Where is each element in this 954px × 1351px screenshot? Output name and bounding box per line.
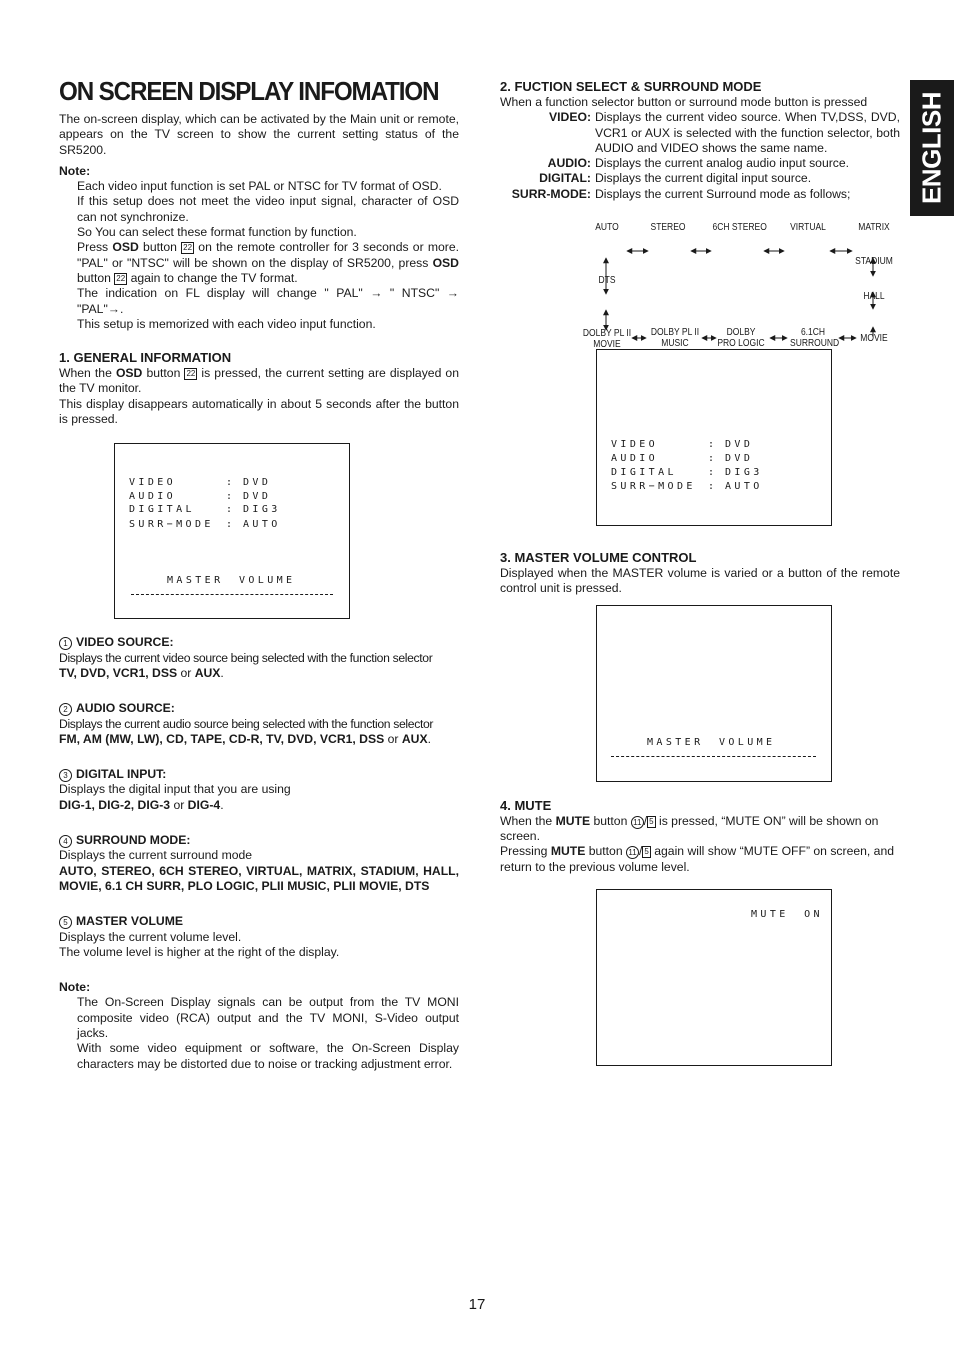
item-title: SURROUND MODE: xyxy=(76,833,191,848)
osd-label: DIGITAL xyxy=(611,467,677,479)
button-number: 22 xyxy=(116,273,126,283)
surround-mode-diagram xyxy=(500,202,900,337)
master-text: Displayed when the MASTER volume is varied or a button of the remote control unit is pressed. xyxy=(500,566,900,596)
mode-virtual: VIRTUAL xyxy=(790,222,826,233)
item-text: Displays the digital input that you are using xyxy=(59,782,291,797)
mode-line: DOLBY PL II xyxy=(582,328,632,339)
def-desc: Displays the current video source. When TV,DSS, DVD, VCR1 or AUX is selected with the function selector, both AUDIO and VIDEO shows the same name. xyxy=(595,110,900,155)
mode-line: DOLBY xyxy=(726,327,756,338)
master-section xyxy=(500,550,900,597)
def-term: SURR-MODE: xyxy=(511,186,591,201)
osd-key: OSD xyxy=(115,366,143,381)
note-line: The On-Screen Display signals can be output from the TV MONI composite video (RCA) output and the TV MONI, S-Video output jacks. xyxy=(77,995,459,1040)
osd-label: SURR−MODE xyxy=(129,519,214,531)
osd-screen-function xyxy=(596,349,832,526)
osd-label: AUDIO xyxy=(129,491,177,503)
item-values xyxy=(59,798,459,813)
note-line: The indication on FL display will change " PAL" → " NTSC" → "PAL"→. xyxy=(77,286,459,316)
note-line: If this setup does not meet the video input signal, character of OSD can not synchronize. xyxy=(77,194,459,224)
mute-text xyxy=(500,844,900,875)
general-section xyxy=(59,350,459,427)
item-heading xyxy=(59,635,459,650)
button-number: 22 xyxy=(183,243,193,253)
item-text: Displays the current video source being selected with the function selector xyxy=(59,650,433,665)
mode-line: DOLBY PL II xyxy=(650,327,700,338)
osd-master-volume: MASTER VOLUME xyxy=(647,736,776,748)
osd-value: DVD xyxy=(725,453,754,465)
bold-values: FM, AM (MW, LW), CD, TAPE, CD-R, TV, DVD, VCR1, DSS xyxy=(59,731,385,746)
text: button xyxy=(77,270,115,285)
text: or xyxy=(170,797,188,812)
osd-screen-mute xyxy=(596,889,832,1066)
mode-stadium: STADIUM xyxy=(855,256,893,267)
text: . xyxy=(220,797,224,812)
mode-pro-logic xyxy=(716,327,765,349)
text: When the xyxy=(59,366,116,381)
mute-section xyxy=(500,798,900,875)
osd-value: AUTO xyxy=(243,519,281,531)
bold-values: DIG-4 xyxy=(187,797,221,812)
def-desc: Displays the current Surround mode as follows; xyxy=(595,186,851,201)
item-text: Displays the current surround mode xyxy=(59,848,253,863)
item-text: Displays the current volume level. xyxy=(59,929,242,944)
section-heading: 2. FUCTION SELECT & SURROUND MODE xyxy=(500,79,762,94)
osd-sep: : xyxy=(226,519,236,531)
item-number: 5 xyxy=(59,916,72,929)
mode-dts: DTS xyxy=(598,275,616,286)
left-column xyxy=(59,76,459,1072)
note-line xyxy=(77,240,459,286)
item-number: 4 xyxy=(59,835,72,848)
def-term: VIDEO: xyxy=(549,110,591,125)
def-term: DIGITAL: xyxy=(539,171,591,186)
def-desc: Displays the current analog audio input source. xyxy=(595,156,850,171)
text: When the xyxy=(500,813,556,828)
osd-value: DIG3 xyxy=(243,504,281,516)
mode-pl2-movie xyxy=(582,328,631,350)
text: button xyxy=(585,844,627,859)
language-tab xyxy=(910,80,954,216)
text: / xyxy=(639,844,643,859)
osd-screen-master xyxy=(596,605,832,782)
text: is pressed, the current setting are displayed on the TV monitor. xyxy=(59,366,459,396)
note-line: Each video input function is set PAL or NTSC for TV format of OSD. xyxy=(77,179,442,194)
osd-label: SURR−MODE xyxy=(611,481,696,493)
mode-line: 6.1CH xyxy=(800,327,826,338)
page-title: ON SCREEN DISPLAY INFOMATION xyxy=(59,76,439,106)
def-term: AUDIO: xyxy=(547,156,591,171)
mode-auto: AUTO xyxy=(595,222,619,233)
osd-sep: : xyxy=(708,467,718,479)
mode-line: MOVIE xyxy=(593,339,621,350)
text: button xyxy=(142,366,185,381)
text: is pressed, “MUTE ON” will be shown on screen. xyxy=(500,813,879,843)
item-heading xyxy=(59,914,459,929)
item-text: The volume level is higher at the right of the display. xyxy=(59,944,340,959)
section-heading: 4. MUTE xyxy=(500,797,552,813)
note-line: With some video equipment or software, the On-Screen Display characters may be distorted due to noise or tracking adjustment error. xyxy=(77,1041,459,1071)
mode-hall: HALL xyxy=(863,291,885,302)
language-tab-label: ENGLISH xyxy=(916,91,947,205)
text: or xyxy=(384,731,402,746)
item-source-audio xyxy=(59,701,459,747)
note-body xyxy=(59,995,459,1071)
item-values xyxy=(59,666,459,681)
item-number: 1 xyxy=(59,637,72,650)
note-line: So You can select these format function by function. xyxy=(77,225,357,240)
bold-values: TV, DVD, VCR1, DSS xyxy=(59,665,178,680)
item-text: Displays the current audio source being selected with the function selector xyxy=(59,716,434,731)
mode-line: SURROUND xyxy=(790,338,840,349)
general-text xyxy=(59,366,459,397)
bold-values: AUX xyxy=(401,731,428,746)
text: or xyxy=(177,665,195,680)
page-number: 17 xyxy=(468,1296,486,1313)
text: again to change the TV format. xyxy=(127,270,298,285)
section-heading: 3. MASTER VOLUME CONTROL xyxy=(500,550,697,566)
osd-mute-on: MUTE ON xyxy=(751,908,823,920)
item-values xyxy=(59,732,459,747)
mode-matrix: MATRIX xyxy=(858,222,890,233)
osd-label: DIGITAL xyxy=(129,504,195,516)
button-number: 11 xyxy=(631,816,644,829)
mode-movie: MOVIE xyxy=(860,333,888,344)
osd-sep: : xyxy=(708,453,718,465)
mode-stereo: STEREO xyxy=(650,222,686,233)
item-digital-input xyxy=(59,767,459,813)
mode-61ch-surround xyxy=(790,327,840,349)
item-title: DIGITAL INPUT: xyxy=(76,767,167,782)
text: button xyxy=(138,240,182,255)
section-heading: 1. GENERAL INFORMATION xyxy=(59,350,232,366)
text: again will show “MUTE OFF” on screen, and return to the previous volume level. xyxy=(500,844,895,874)
osd-key: OSD xyxy=(432,255,459,270)
osd-label: VIDEO xyxy=(129,477,177,489)
text: on the remote controller for 3 seconds or more. "PAL" or "NTSC" will be shown on the display of SR5200, press xyxy=(77,240,459,270)
osd-label: VIDEO xyxy=(611,439,659,451)
item-values: AUTO, STEREO, 6CH STEREO, VIRTUAL, MATRIX, STADIUM, HALL, MOVIE, 6.1 CH SURR, PLO LOGIC, PLII MUSIC, PLII MOVIE, DTS xyxy=(59,863,459,893)
item-source-video xyxy=(59,635,459,681)
item-title: MASTER VOLUME xyxy=(76,914,183,929)
right-column xyxy=(500,79,900,1066)
button-number: 5 xyxy=(644,847,649,857)
general-text: This display disappears automatically in about 5 seconds after the button is pressed. xyxy=(59,396,459,427)
item-surround-mode xyxy=(59,833,459,894)
osd-value: DVD xyxy=(243,491,272,503)
text: Pressing xyxy=(500,844,551,859)
osd-value: DVD xyxy=(243,477,272,489)
note-line: This setup is memorized with each video input function. xyxy=(77,316,376,331)
bold-values: AUX xyxy=(194,665,221,680)
text: / xyxy=(643,813,648,828)
mute-key: MUTE xyxy=(555,813,591,828)
button-number: 11 xyxy=(626,846,639,859)
osd-label: AUDIO xyxy=(611,453,659,465)
osd-master-volume: MASTER VOLUME xyxy=(167,575,296,587)
note-label: Note: xyxy=(59,163,91,178)
osd-value: DVD xyxy=(725,439,754,451)
button-number: 22 xyxy=(186,369,196,379)
item-heading xyxy=(59,833,459,848)
mute-key: MUTE xyxy=(550,844,586,859)
osd-screen-general xyxy=(114,443,350,619)
text: . xyxy=(220,665,224,680)
mode-line: MUSIC xyxy=(661,338,689,349)
osd-sep: : xyxy=(226,504,236,516)
bold-values: DIG-1, DIG-2, DIG-3 xyxy=(59,797,171,812)
osd-sep: : xyxy=(226,477,236,489)
item-heading xyxy=(59,767,459,782)
mute-text xyxy=(500,814,900,845)
text: button xyxy=(590,813,631,828)
intro-text: The on-screen display, which can be activated by the Main unit or remote, appears on the TV screen to show the current setting status of the SR5200. xyxy=(59,112,459,157)
mode-6ch-stereo: 6CH STEREO xyxy=(712,222,767,233)
osd-row xyxy=(129,476,176,490)
osd-sep: : xyxy=(226,491,236,503)
text: Press xyxy=(77,240,113,255)
function-intro: When a function selector button or surround mode button is pressed xyxy=(500,95,868,109)
mode-line: PRO LOGIC xyxy=(717,338,765,349)
item-number: 2 xyxy=(59,703,72,716)
item-number: 3 xyxy=(59,769,72,782)
button-number: 5 xyxy=(649,816,654,826)
text: . xyxy=(427,731,431,746)
osd-sep: : xyxy=(708,481,718,493)
osd-value: DIG3 xyxy=(725,467,763,479)
function-defs xyxy=(500,110,900,202)
osd-value: AUTO xyxy=(725,481,763,493)
diagram-arrows xyxy=(500,202,900,337)
volume-bar xyxy=(611,756,816,757)
osd-sep: : xyxy=(708,439,718,451)
item-master-volume xyxy=(59,914,459,960)
volume-bar xyxy=(131,594,333,595)
osd-key: OSD xyxy=(112,240,139,255)
item-title: VIDEO SOURCE: xyxy=(76,635,174,650)
def-desc: Displays the current digital input source. xyxy=(595,171,812,186)
note-body xyxy=(59,179,459,332)
note-label: Note: xyxy=(59,980,91,995)
item-title: AUDIO SOURCE: xyxy=(76,701,175,716)
mode-pl2-music xyxy=(650,327,699,349)
item-heading xyxy=(59,701,459,716)
